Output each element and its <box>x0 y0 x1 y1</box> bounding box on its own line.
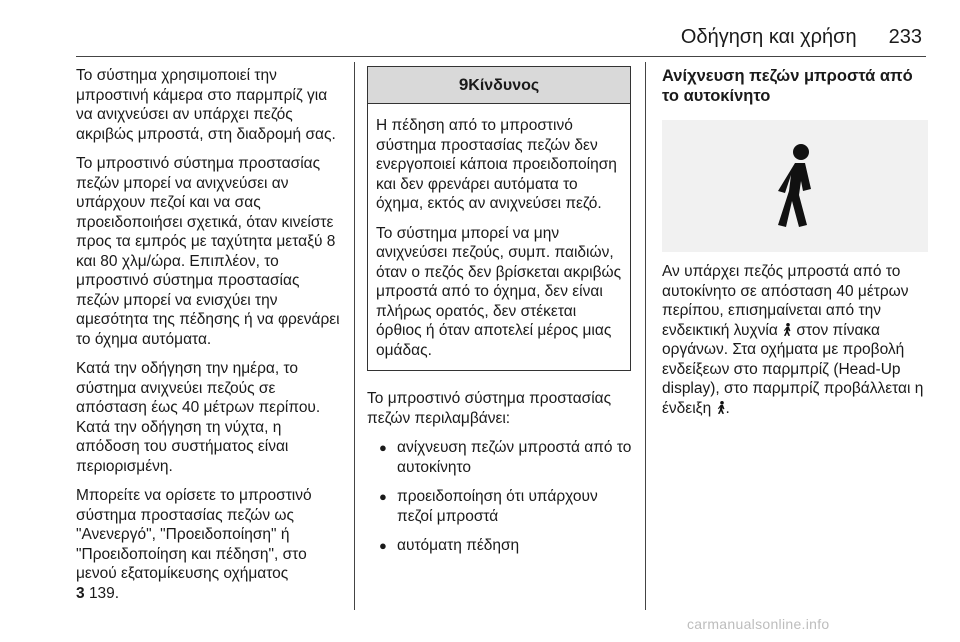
pedestrian-icon <box>755 141 835 231</box>
page-title: Οδήγηση και χρήση <box>680 26 857 48</box>
column-middle <box>367 66 632 566</box>
watermark: carmanualsonline.info <box>687 616 830 632</box>
paragraph-system-description: Το μπροστινό σύστημα προστασίας πεζών μπορεί να ανιχνεύσει αν υπάρχουν πεζοί και να σας προειδοποιήσει σχετικά, όταν κινείστε προς τα εμπρός με ταχύτητα μεταξύ 8 και 80 χλμ/ώρα. Επιπλέον, το μπροστινό σύστημα προστασίας πεζών μπορεί να ενισχύει την αμεσότητα της πέδησης ή να φρενάρει το όχημα αυτόματα. <box>76 155 340 348</box>
pedestrian-indicator-icon <box>716 401 726 414</box>
reference-arrow-icon: 3 <box>76 584 85 602</box>
list-item: ● αυτόματη πέδηση <box>379 537 520 554</box>
list-item: ● ανίχνευση πεζών μπροστά από το αυτοκίνητο <box>379 439 632 476</box>
danger-title: Κίνδυνος <box>468 77 540 94</box>
bullet-icon: ● <box>379 538 387 553</box>
bullet-icon: ● <box>379 440 387 455</box>
pedestrian-indicator-icon <box>782 323 792 336</box>
section-title: Ανίχνευση πεζών μπροστά από το αυτοκίνητο <box>662 67 913 105</box>
column-divider-right <box>645 62 646 610</box>
column-right <box>662 66 928 428</box>
danger-body <box>368 104 630 370</box>
paragraph-settings <box>76 486 346 603</box>
danger-paragraph-2: Το σύστημα μπορεί να μην ανιχνεύσει πεζούς, συμπ. παιδιών, όταν ο πεζός δεν βρίσκεται ακριβώς μπροστά από το όχημα, δεν είναι πλήρως ορατός, δεν στέκεται όρθιος ή όταν αποτελεί μέρος μιας ομάδας. <box>376 224 622 359</box>
column-divider-left <box>354 62 355 610</box>
column-left <box>76 66 346 613</box>
pedestrian-illustration <box>662 120 928 252</box>
page-reference-link[interactable]: 139. <box>88 584 120 602</box>
bullet-icon: ● <box>379 489 387 504</box>
warning-icon: 9 <box>458 75 469 94</box>
page-number: 233 <box>888 26 922 48</box>
features-intro: Το μπροστινό σύστημα προστασίας πεζών περιλαμβάνει: <box>367 390 612 427</box>
page-header <box>0 26 922 49</box>
detection-paragraph: Αν υπάρχει πεζός μπροστά από το αυτοκίνητο σε απόσταση 40 μέτρων περίπου, επισημαίνεται από την ενδεικτική λυχνία στον πίνακα οργάνων. Στα οχήματα με προβολή ενδείξεων στο παρμπρίζ (Head-Up display), στο παρμπρίζ προβάλλεται η ένδειξη . <box>662 263 924 417</box>
features-list <box>367 438 632 556</box>
settings-text: Μπορείτε να ορίσετε το μπροστινό σύστημα προστασίας πεζών ως "Ανενεργό", "Προειδοποίηση" ή "Προειδοποίηση και πέδηση", στο μενού εξατομίκευσης οχήματος <box>76 487 312 582</box>
danger-paragraph-1: Η πέδηση από το μπροστινό σύστημα προστασίας πεζών δεν ενεργοποιεί κάποια προειδοποίηση και δεν φρενάρει αυτόματα το όχημα, εκτός αν ανιχνεύσει πεζό. <box>376 117 617 212</box>
danger-header <box>368 67 630 104</box>
paragraph-camera-usage: Το σύστημα χρησιμοποιεί την μπροστινή κάμερα στο παρμπρίζ για να ανιχνεύσει αν υπάρχει πεζός ακριβώς μπροστά, στη διαδρομή σας. <box>76 67 336 143</box>
danger-box <box>367 66 631 371</box>
list-item: ● προειδοποίηση ότι υπάρχουν πεζοί μπροστά <box>379 488 598 525</box>
header-divider <box>76 56 926 57</box>
paragraph-day-night-range: Κατά την οδήγηση την ημέρα, το σύστημα ανιχνεύει πεζούς σε απόσταση έως 40 μέτρων περίπου. Κατά την οδήγηση τη νύχτα, η απόδοση του συστήματος είναι περιορισμένη. <box>76 360 321 475</box>
